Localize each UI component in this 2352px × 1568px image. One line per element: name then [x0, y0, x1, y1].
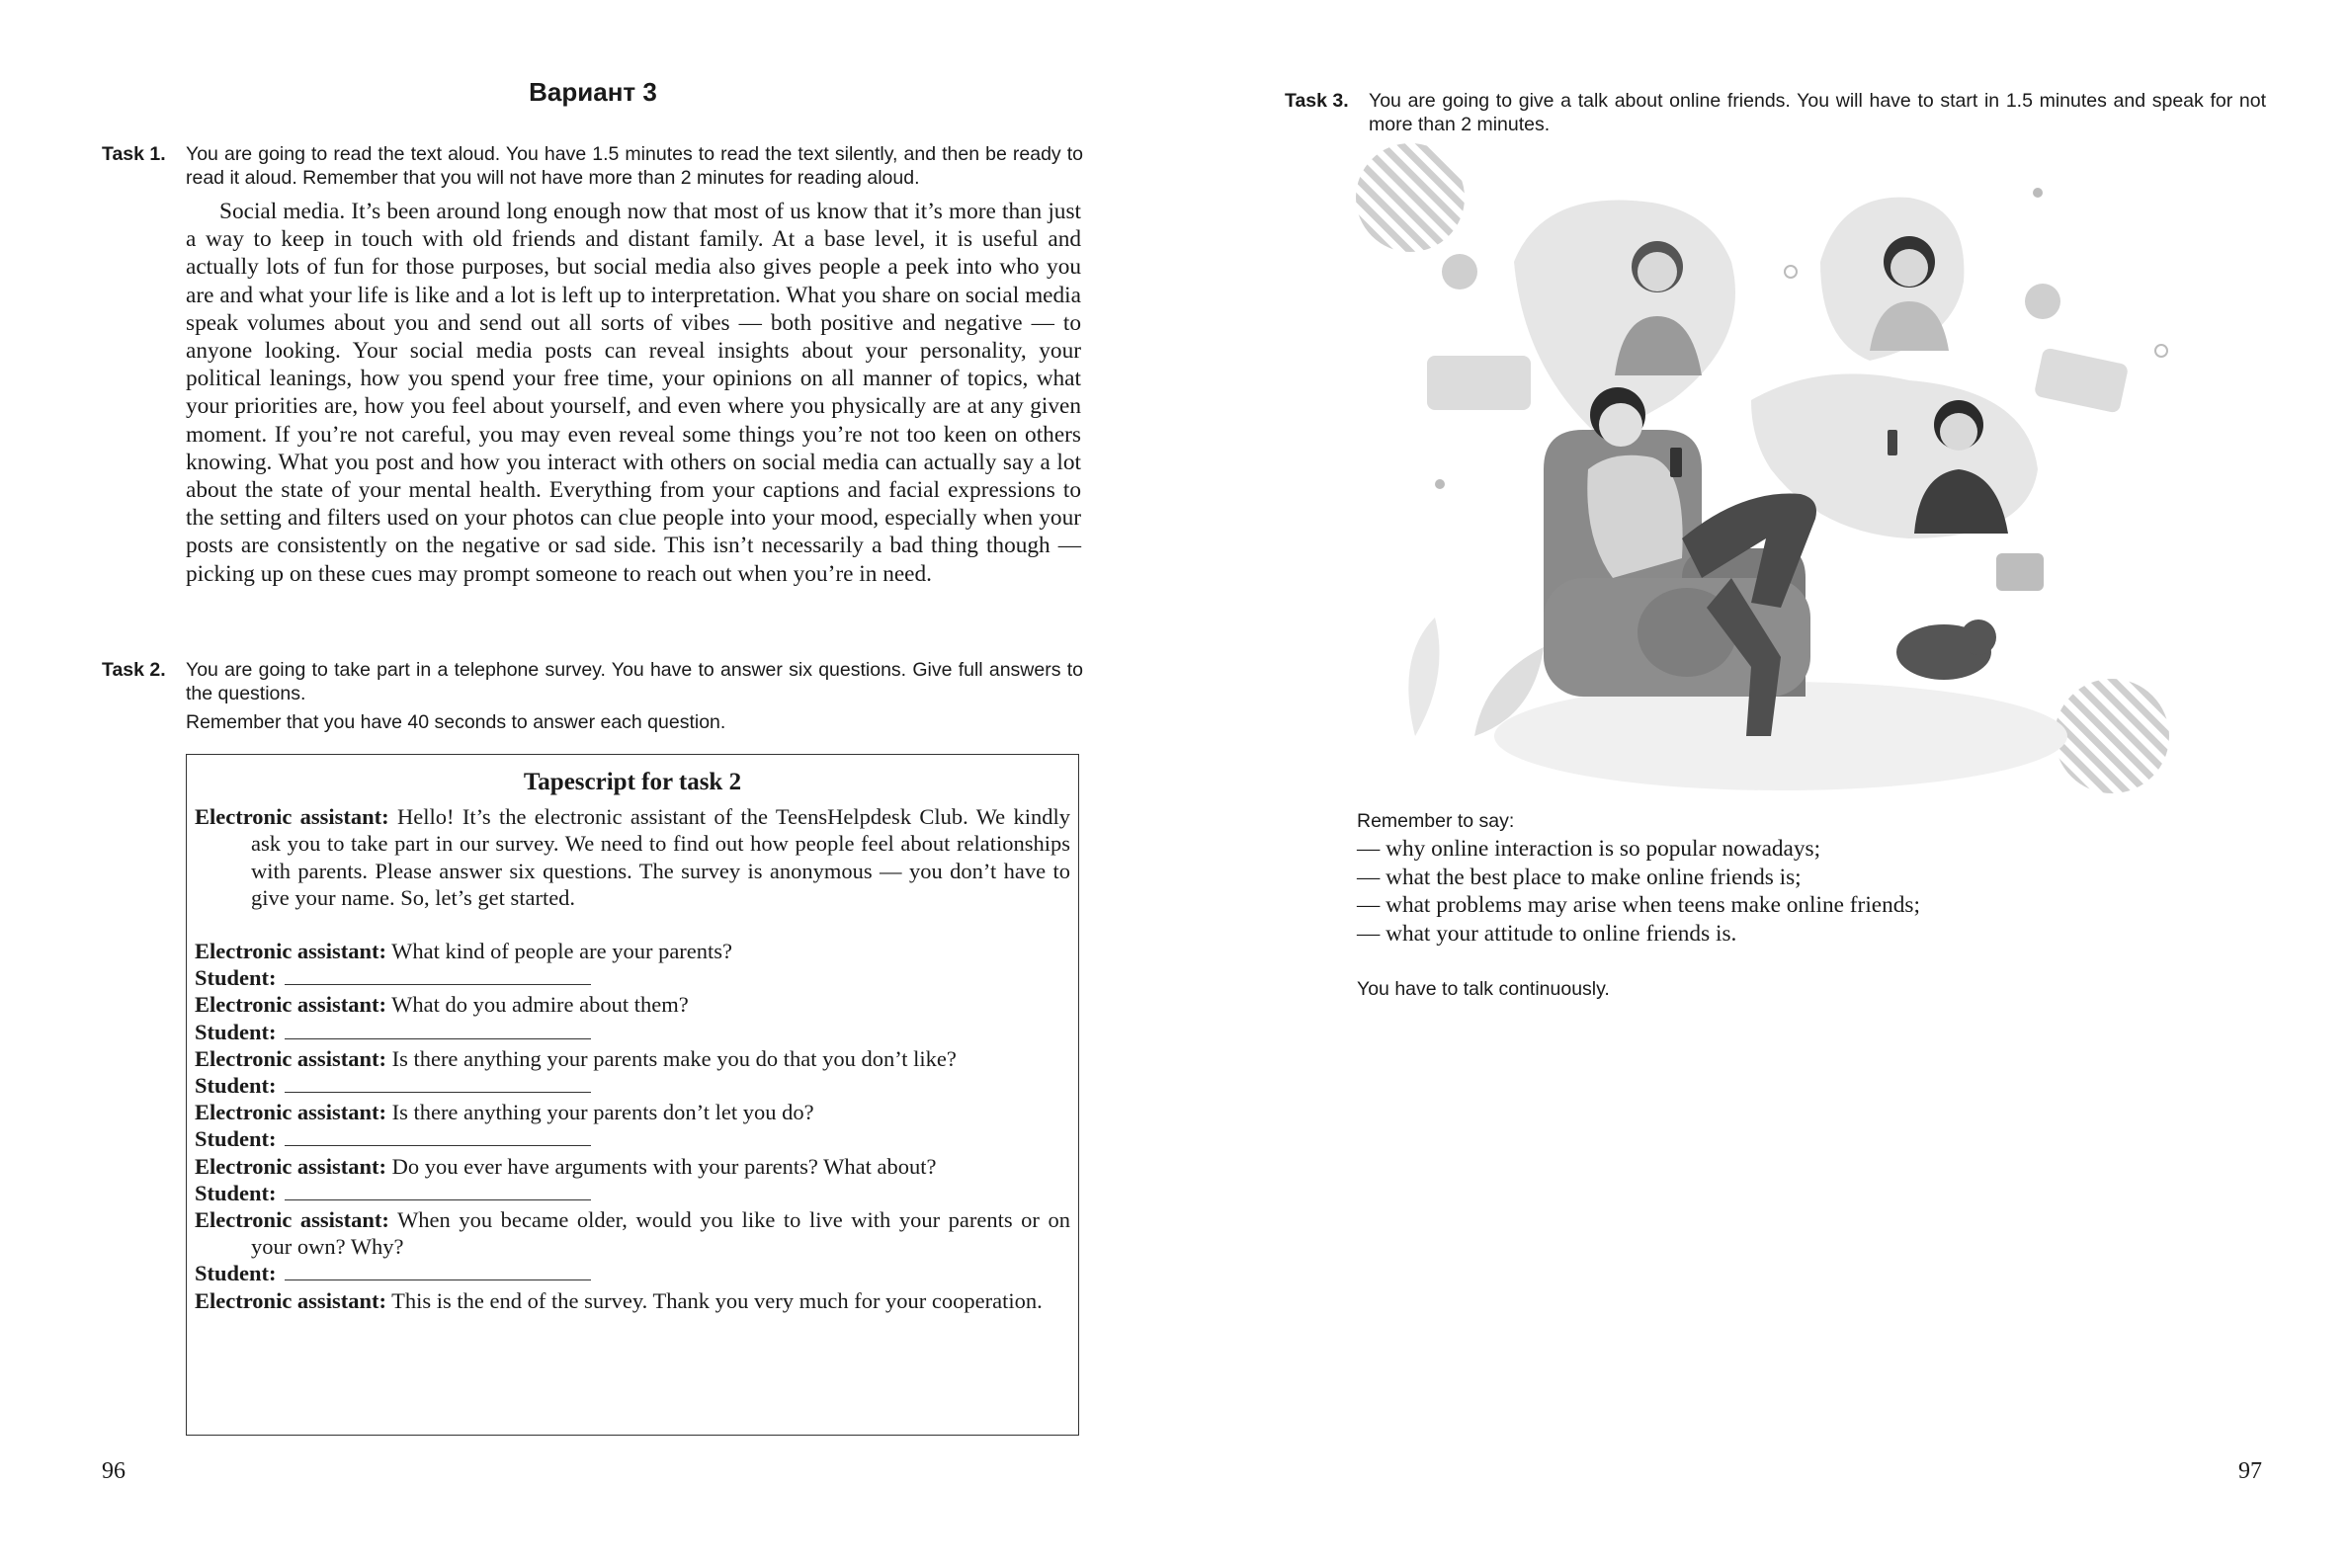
answer-blank: [285, 1264, 591, 1280]
dialog-assistant-q1: [195, 938, 1070, 964]
remember-point: — what the best place to make online friends is;: [1357, 864, 1802, 890]
dialog-student-answer: [195, 1260, 1070, 1286]
task-3-instructions: You are going to give a talk about online friends. You will have to start in 1.5 minutes and speak for not more than 2 minutes.: [1369, 90, 2266, 135]
task-1-instructions: You are going to read the text aloud. You have 1.5 minutes to read the text silently, and then be ready to read it aloud. Remember that you will not have more than 2 minutes for reading aloud.: [186, 143, 1083, 189]
page-number-left: 96: [102, 1458, 126, 1484]
dialog-student-answer: [195, 1072, 1070, 1099]
dialog-student-answer: [195, 1180, 1070, 1206]
task-2: [102, 658, 1083, 705]
dialog-assistant-q6: [195, 1206, 1070, 1260]
dialog-student-answer: [195, 1125, 1070, 1152]
task-2-note: Remember that you have 40 seconds to answer each question.: [186, 711, 726, 733]
speaker-label: Electronic assistant:: [195, 1287, 386, 1313]
task-3-label: Task 3.: [1285, 90, 1349, 112]
speaker-label: Student:: [195, 1126, 277, 1152]
speaker-label: Electronic assistant:: [195, 1045, 386, 1071]
speaker-label: Student:: [195, 1019, 277, 1044]
dialog-assistant-q3: [195, 1045, 1070, 1072]
speaker-label: Electronic assistant:: [195, 992, 386, 1018]
answer-blank: [285, 968, 591, 985]
dialog-student-answer: [195, 964, 1070, 991]
speaker-label: Electronic assistant:: [195, 1207, 389, 1233]
assistant-text: Hello! It’s the electronic assistant of the TeensHelpdesk Club. We kindly ask you to take part in our survey. We need to find out how people feel about relationships with parents. Please answer six questions. The survey is anonymous — you don’t have to give your name. So, let’s get started.: [251, 804, 1071, 910]
remember-points: [1357, 835, 1920, 948]
answer-blank: [285, 1184, 591, 1200]
dialog-assistant-intro: [195, 803, 1070, 911]
task-2-instructions: You are going to take part in a telephone survey. You have to answer six questions. Give full answers to the questions.: [186, 659, 1083, 704]
task-1-label: Task 1.: [102, 143, 166, 165]
remember-point: — what problems may arise when teens make online friends;: [1357, 892, 1920, 918]
assistant-text: When you became older, would you like to live with your parents or on your own? Why?: [251, 1207, 1070, 1260]
tapescript-box: [186, 754, 1079, 1436]
remember-point: — why online interaction is so popular nowadays;: [1357, 836, 1821, 862]
dialog-student-answer: [195, 1019, 1070, 1045]
speaker-label: Student:: [195, 965, 277, 991]
dialog-assistant-q4: [195, 1099, 1070, 1125]
dialog-assistant-outro: [195, 1287, 1070, 1314]
remember-point: — what your attitude to online friends is.: [1357, 920, 1737, 947]
assistant-text: Is there anything your parents don’t let you do?: [391, 1100, 814, 1125]
speaker-label: Student:: [195, 1073, 277, 1099]
speaker-label: Student:: [195, 1180, 277, 1205]
task-3: [1285, 89, 2266, 136]
assistant-text: What do you admire about them?: [391, 992, 689, 1018]
task-2-label: Task 2.: [102, 659, 166, 681]
answer-blank: [285, 1023, 591, 1039]
speaker-label: Electronic assistant:: [195, 804, 389, 830]
page-number-right: 97: [2238, 1458, 2262, 1484]
assistant-text: Is there anything your parents make you do that you don’t like?: [391, 1045, 957, 1071]
speaker-label: Electronic assistant:: [195, 1153, 386, 1179]
assistant-text: This is the end of the survey. Thank you very much for your cooperation.: [391, 1287, 1043, 1313]
closing-note: You have to talk continuously.: [1357, 978, 1610, 1000]
assistant-text: What kind of people are your parents?: [391, 939, 733, 964]
tapescript-title: Tapescript for task 2: [523, 769, 742, 795]
answer-blank: [285, 1076, 591, 1093]
dialog-assistant-q5: [195, 1153, 1070, 1180]
speaker-label: Electronic assistant:: [195, 1100, 386, 1125]
speaker-label: Electronic assistant:: [195, 939, 386, 964]
variant-title: Вариант 3: [529, 77, 657, 107]
dialog-assistant-q2: [195, 991, 1070, 1018]
speaker-label: Student:: [195, 1261, 277, 1286]
remember-heading: Remember to say:: [1357, 810, 1515, 832]
online-friends-illustration: [1356, 143, 2196, 800]
task-1: [102, 142, 1083, 190]
answer-blank: [285, 1129, 591, 1146]
assistant-text: Do you ever have arguments with your parents? What about?: [391, 1153, 937, 1179]
reading-text: Social media. It’s been around long enough now that most of us know that it’s more than just a way to keep in touch with old friends and distant family. At a base level, it is useful and actually lots of fun for those purposes, but social media also gives people a peek into who you are and what your life is like and a lot is left up to interpretation. What you share on social media speak volumes about you and send out all sorts of vibes — both positive and negative — to anyone looking. Your social media posts can reveal insights about your personality, your political leanings, how you spend your free time, your opinions on all manner of topics, what your priorities are, how you feel about yourself, and even where you physically are at any given moment. If you’re not careful, you may even reveal some things you’re not too keen on others knowing. What you post and how you interact with others on social media can actually say a lot about the state of your mental health. Everything from your captions and facial expressions to the setting and filters used on your photos can clue people into your mood, especially when your posts are consistently on the negative or sad side. This isn’t necessarily a bad thing though — picking up on these cues may prompt someone to reach out when you’re in need.: [186, 199, 1081, 587]
